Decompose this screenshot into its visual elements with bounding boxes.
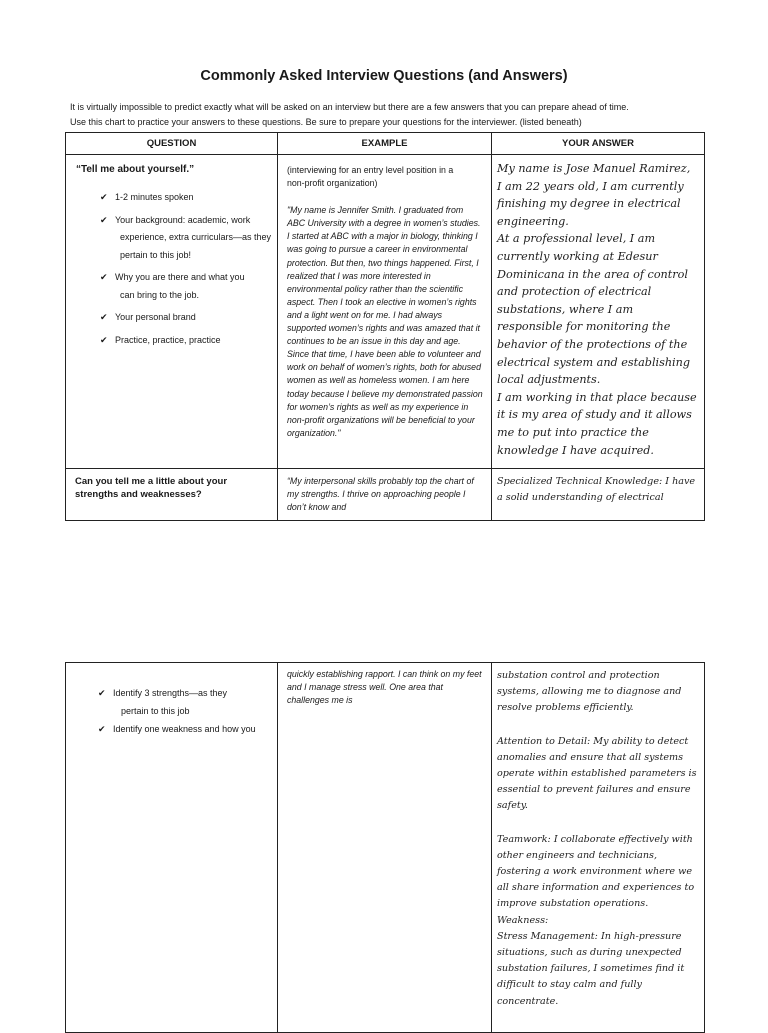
tip-text: Identify 3 strengths—as they: [113, 688, 228, 698]
answer-paragraph: Stress Management: In high-pressure situations, such as during unexpected substation failures, I sometimes find it difficult to stay calm and fully concentrate.: [497, 930, 685, 1007]
answer-paragraph: My name is Jose Manuel Ramirez, I am 22 years old, I am currently finishing my degree in electrical engineering.: [497, 162, 691, 228]
header-answer: YOUR ANSWER: [492, 133, 705, 155]
check-icon: ✔: [100, 272, 108, 282]
list-item: [76, 332, 277, 350]
question-cell: [66, 663, 278, 1033]
list-item: [76, 269, 277, 304]
example-body: "My name is Jennifer Smith. I graduated from ABC University with a degree in women’s studies. I started at ABC with a major in biology, thinking I was going to pursue a career in environmental protection. But then, two things happened. First, I realized that I was more interested in environmental policy rather than the scientific aspect. Then I took an elective in women’s rights and a light went on for me. I had always supported women’s rights and was amazed that it continues to be an issue in this day and age. Since that time, I have been able to volunteer and work on behalf of women’s rights, both for abused women as well as homeless women. I am here today because I believe my demonstrated passion for women’s rights as well as my experience in non-profit organizations will be beneficial to your organization.": [287, 205, 483, 438]
answer-cell: Specialized Technical Knowledge: I have a solid understanding of electrical: [492, 469, 705, 521]
check-icon: ✔: [100, 192, 108, 202]
tip-text-cont: experience, extra curriculars—as they pertain to this job!: [120, 232, 272, 260]
check-icon: ✔: [98, 688, 106, 698]
intro-line: It is virtually impossible to predict exactly what will be asked on an interview but there are a few answers that you can prepare ahead of time.: [70, 102, 629, 112]
question-text: “Tell me about yourself.”: [76, 164, 195, 175]
table-row: [66, 469, 705, 521]
intro-line: Use this chart to practice your answers to these questions. Be sure to prepare your questions for the interviewer. (listed beneath): [70, 117, 582, 127]
check-icon: ✔: [100, 214, 108, 225]
example-body: “My interpersonal skills probably top the chart of my strengths. I thrive on approaching people I don’t know and: [287, 476, 474, 513]
check-icon: ✔: [100, 334, 108, 345]
example-body: quickly establishing rapport. I can think on my feet and I manage stress well. One area that challenges me is: [287, 669, 482, 706]
example-cell: [278, 469, 492, 521]
list-item: [76, 721, 277, 739]
example-cell: [278, 663, 492, 1033]
answer-cell: [492, 155, 705, 469]
list-item: [76, 212, 277, 265]
page-title: Commonly Asked Interview Questions (and Answers): [200, 68, 568, 84]
tip-text: Your personal brand: [115, 312, 196, 322]
header-example: EXAMPLE: [278, 133, 492, 155]
list-item: [76, 685, 277, 720]
question-cell: [66, 155, 278, 469]
example-cell: [278, 155, 492, 469]
answer-paragraph: Teamwork: I collaborate effectively with other engineers and technicians, fostering a work environment where we all share information and experiences to improve substation operations.: [497, 833, 695, 910]
table-row: [66, 155, 705, 469]
tip-text: Why you are there and what you: [115, 272, 245, 282]
weakness-label: Weakness:: [497, 914, 549, 926]
table-row: [66, 663, 705, 1033]
header-question: QUESTION: [66, 133, 278, 155]
tip-text: Your background: academic, work: [115, 214, 251, 225]
tip-text: Practice, practice, practice: [115, 334, 221, 345]
check-icon: ✔: [100, 312, 108, 322]
list-item: [76, 309, 277, 327]
example-intro: (interviewing for an entry level position in a non-profit organization): [287, 165, 454, 189]
tip-text: 1-2 minutes spoken: [115, 192, 194, 202]
tips-list: [76, 685, 277, 739]
answer-paragraph: I am working in that place because it is my area of study and it allows me to put into practice the knowledge I have acquired.: [497, 390, 697, 457]
interview-table: [65, 132, 705, 521]
list-item: [76, 189, 277, 207]
answer-paragraph: Attention to Detail: My ability to detect anomalies and ensure that all systems operate within established parameters is essential to prevent failures and ensure safety.: [497, 735, 697, 812]
intro-text: [70, 100, 730, 130]
tips-list: [76, 189, 277, 349]
check-icon: ✔: [98, 724, 106, 734]
tip-text-cont: can bring to the job.: [120, 289, 200, 300]
answer-cell: [492, 663, 705, 1033]
answer-paragraph: substation control and protection systems, allowing me to diagnose and resolve problems efficiently.: [497, 670, 682, 714]
tip-text-cont: pertain to this job: [121, 705, 190, 716]
table-header-row: [66, 133, 705, 155]
interview-table-continued: [65, 662, 705, 1033]
answer-paragraph: At a professional level, I am currently working at Edesur Dominicana in the area of control and protection of electrical substations, where I am responsible for monitoring the behavior of the protections of the electrical system and establishing local adjustments.: [497, 232, 690, 387]
question-cell: Can you tell me a little about your strengths and weaknesses?: [66, 469, 278, 521]
tip-text: Identify one weakness and how you: [113, 724, 256, 734]
